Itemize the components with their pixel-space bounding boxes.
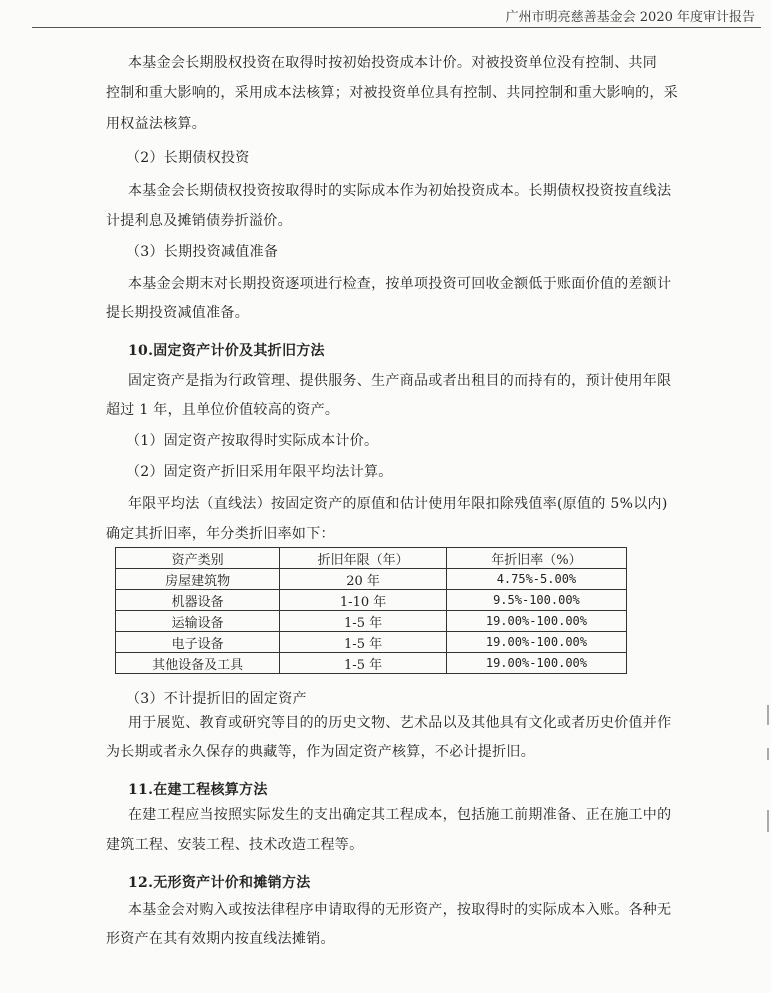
table-header-row	[116, 548, 627, 569]
paragraph-line: 在建工程应当按照实际发生的支出确定其工程成本，包括施工前期准备、正在施工中的	[128, 807, 672, 823]
paragraph-line: 本基金会长期债权投资按取得时的实际成本作为初始投资成本。长期债权投资按直线法	[128, 183, 672, 199]
paragraph-line: 本基金会期末对长期投资逐项进行检查，按单项投资可回收金额低于账面价值的差额计	[128, 276, 672, 292]
table-row	[116, 590, 627, 611]
paragraph-line: 控制和重大影响的，采用成本法核算；对被投资单位具有控制、共同控制和重大影响的，采	[106, 85, 678, 101]
subsection-title: （2）长期债权投资	[126, 150, 250, 166]
paragraph-line: 用权益法核算。	[106, 116, 207, 132]
paragraph-line: 超过 1 年，且单位价值较高的资产。	[106, 402, 340, 418]
paragraph-line: 为长期或者永久保存的典藏等，作为固定资产核算，不必计提折旧。	[106, 744, 535, 760]
list-item: （2）固定资产折旧采用年限平均法计算。	[126, 464, 393, 480]
table-row	[116, 569, 627, 590]
table-header-cell: 资产类别	[116, 548, 280, 569]
table-cell: 1-10 年	[280, 590, 447, 611]
table-cell: 1-5 年	[280, 653, 447, 674]
scan-edge-mark	[767, 705, 769, 725]
list-item: （1）固定资产按取得时实际成本计价。	[126, 433, 379, 449]
table-cell: 19.00%-100.00%	[446, 632, 626, 653]
page-header-title: 广州市明亮慈善基金会 2020 年度审计报告	[505, 10, 755, 25]
section-heading: 12.无形资产计价和摊销方法	[128, 875, 311, 891]
table-cell: 房屋建筑物	[116, 569, 280, 590]
depreciation-table	[115, 547, 627, 674]
table-cell: 运输设备	[116, 611, 280, 632]
table-cell: 其他设备及工具	[116, 653, 280, 674]
paragraph-line: 形资产在其有效期内按直线法摊销。	[106, 931, 335, 947]
table-row	[116, 611, 627, 632]
table-cell: 9.5%-100.00%	[446, 590, 626, 611]
list-item: （3）不计提折旧的固定资产	[126, 691, 307, 707]
paragraph-line: 确定其折旧率，年分类折旧率如下：	[106, 526, 335, 542]
table-cell: 19.00%-100.00%	[446, 611, 626, 632]
table-cell: 4.75%-5.00%	[446, 569, 626, 590]
table-cell: 19.00%-100.00%	[446, 653, 626, 674]
header-divider	[32, 27, 761, 28]
table-cell: 1-5 年	[280, 611, 447, 632]
section-heading: 11.在建工程核算方法	[128, 782, 268, 798]
paragraph-line: 年限平均法（直线法）按固定资产的原值和估计使用年限扣除残值率(原值的 5%以内)	[128, 496, 668, 512]
table-cell: 电子设备	[116, 632, 280, 653]
paragraph-line: 建筑工程、安装工程、技术改造工程等。	[106, 837, 364, 853]
table-cell: 1-5 年	[280, 632, 447, 653]
table-cell: 20 年	[280, 569, 447, 590]
table-cell: 机器设备	[116, 590, 280, 611]
paragraph-line: 用于展览、教育或研究等目的的历史文物、艺术品以及其他具有文化或者历史价值并作	[128, 715, 672, 731]
table-header-cell: 折旧年限（年）	[280, 548, 447, 569]
table-header-cell: 年折旧率（%）	[446, 548, 626, 569]
subsection-title: （3）长期投资减值准备	[126, 244, 279, 260]
paragraph-line: 本基金会长期股权投资在取得时按初始投资成本计价。对被投资单位没有控制、共同	[128, 55, 658, 71]
scan-edge-mark	[767, 810, 769, 832]
paragraph-line: 计提利息及摊销债券折溢价。	[106, 213, 292, 229]
section-heading: 10.固定资产计价及其折旧方法	[128, 343, 325, 359]
scan-edge-mark	[767, 748, 769, 760]
table-row	[116, 653, 627, 674]
table-row	[116, 632, 627, 653]
paragraph-line: 固定资产是指为行政管理、提供服务、生产商品或者出租目的而持有的，预计使用年限	[128, 373, 672, 389]
paragraph-line: 提长期投资减值准备。	[106, 305, 249, 321]
paragraph-line: 本基金会对购入或按法律程序申请取得的无形资产，按取得时的实际成本入账。各种无	[128, 902, 672, 918]
